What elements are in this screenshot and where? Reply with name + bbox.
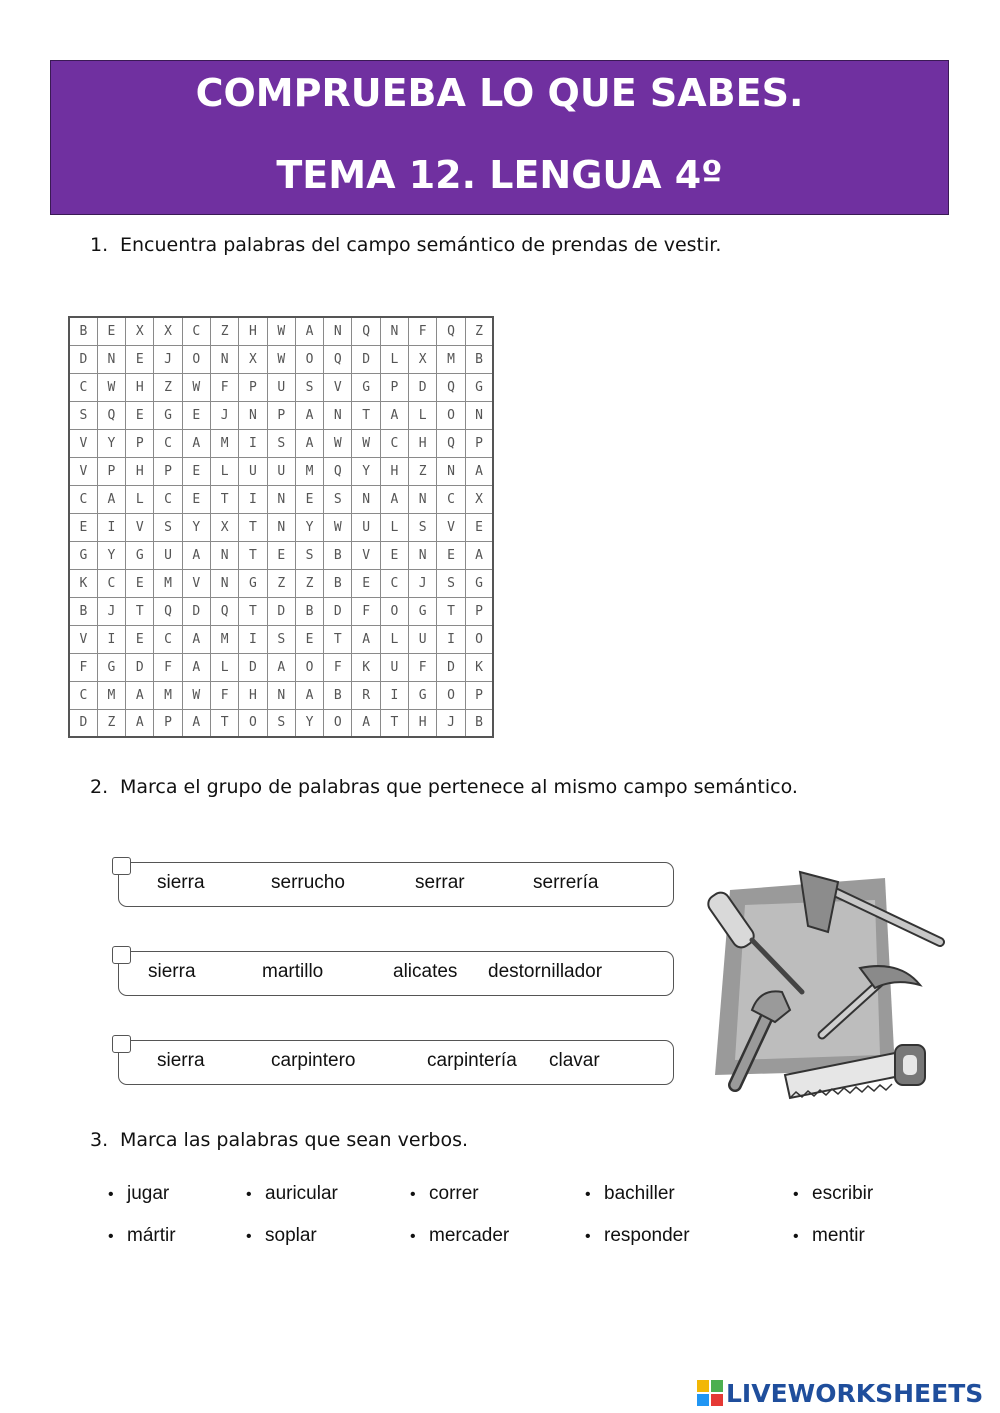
- word-search-cell[interactable]: O: [380, 597, 408, 625]
- word-search-row: [69, 345, 493, 373]
- word-search-cell[interactable]: Z: [210, 317, 238, 345]
- word-search-cell[interactable]: U: [267, 457, 295, 485]
- word-search-cell[interactable]: G: [154, 401, 182, 429]
- word-search-cell[interactable]: I: [97, 625, 125, 653]
- word-search-cell[interactable]: P: [154, 709, 182, 737]
- word-search-cell[interactable]: C: [154, 625, 182, 653]
- word-search-cell[interactable]: N: [210, 345, 238, 373]
- word-search-row: [69, 401, 493, 429]
- word-search-cell[interactable]: N: [210, 569, 238, 597]
- word-search-cell[interactable]: S: [295, 541, 323, 569]
- word-search-cell[interactable]: X: [465, 485, 493, 513]
- word-search-cell[interactable]: F: [154, 653, 182, 681]
- word-search-cell[interactable]: E: [267, 541, 295, 569]
- word-search-row: [69, 541, 493, 569]
- word-search-cell[interactable]: D: [239, 653, 267, 681]
- word-search-cell[interactable]: T: [126, 597, 154, 625]
- verb-choice[interactable]: • mercader: [410, 1225, 510, 1246]
- word-search-cell[interactable]: J: [409, 569, 437, 597]
- word-search-cell[interactable]: E: [182, 401, 210, 429]
- word-search-row: [69, 429, 493, 457]
- word-search-cell[interactable]: W: [182, 681, 210, 709]
- verb-word: mercader: [429, 1225, 510, 1246]
- group-word: martillo: [262, 961, 324, 982]
- word-search-cell[interactable]: V: [69, 457, 97, 485]
- word-search-cell[interactable]: D: [352, 345, 380, 373]
- word-search-cell[interactable]: X: [154, 317, 182, 345]
- word-search-cell[interactable]: M: [97, 681, 125, 709]
- word-search-cell[interactable]: V: [182, 569, 210, 597]
- word-search-cell[interactable]: A: [97, 485, 125, 513]
- word-search-cell[interactable]: B: [465, 709, 493, 737]
- word-search-cell[interactable]: Y: [352, 457, 380, 485]
- word-search-cell[interactable]: F: [210, 681, 238, 709]
- word-search-row: [69, 597, 493, 625]
- group-word: serrar: [415, 872, 465, 893]
- word-search-cell[interactable]: E: [295, 485, 323, 513]
- word-search-cell[interactable]: A: [295, 681, 323, 709]
- word-search-cell[interactable]: O: [437, 681, 465, 709]
- word-search-cell[interactable]: G: [352, 373, 380, 401]
- word-search-cell[interactable]: G: [126, 541, 154, 569]
- group-option-3[interactable]: [112, 1035, 676, 1085]
- word-search-cell[interactable]: Y: [295, 513, 323, 541]
- group-checkbox[interactable]: [112, 946, 131, 964]
- word-search-cell[interactable]: B: [465, 345, 493, 373]
- group-checkbox[interactable]: [112, 1035, 131, 1053]
- word-search-cell[interactable]: Y: [182, 513, 210, 541]
- word-search-cell[interactable]: D: [437, 653, 465, 681]
- question-text: Encuentra palabras del campo semántico de prendas de vestir.: [120, 234, 722, 256]
- word-search-cell[interactable]: G: [409, 681, 437, 709]
- word-search-cell[interactable]: G: [465, 569, 493, 597]
- verb-choice[interactable]: • responder: [585, 1225, 690, 1246]
- word-search-cell[interactable]: V: [324, 373, 352, 401]
- word-search-cell[interactable]: F: [69, 653, 97, 681]
- word-search-cell[interactable]: T: [380, 709, 408, 737]
- word-search-cell[interactable]: O: [295, 653, 323, 681]
- word-search-cell[interactable]: C: [380, 429, 408, 457]
- word-search-row: [69, 709, 493, 737]
- word-search-cell[interactable]: A: [380, 485, 408, 513]
- verb-choice[interactable]: • auricular: [246, 1183, 338, 1204]
- word-search-cell[interactable]: B: [69, 317, 97, 345]
- word-search-cell[interactable]: W: [182, 373, 210, 401]
- word-search-cell[interactable]: A: [182, 541, 210, 569]
- word-search-cell[interactable]: C: [154, 485, 182, 513]
- verb-choice[interactable]: • jugar: [108, 1183, 170, 1204]
- word-search-cell[interactable]: N: [210, 541, 238, 569]
- word-search-cell[interactable]: P: [126, 429, 154, 457]
- word-search-cell[interactable]: Z: [97, 709, 125, 737]
- question-text: Marca las palabras que sean verbos.: [120, 1129, 469, 1151]
- word-search-cell[interactable]: P: [267, 401, 295, 429]
- word-search-cell[interactable]: W: [97, 373, 125, 401]
- word-search-cell[interactable]: S: [267, 625, 295, 653]
- word-search-cell[interactable]: S: [69, 401, 97, 429]
- word-search-cell[interactable]: L: [126, 485, 154, 513]
- word-search-cell[interactable]: O: [437, 401, 465, 429]
- word-search-cell[interactable]: O: [295, 345, 323, 373]
- word-search-cell[interactable]: L: [380, 513, 408, 541]
- word-search-cell[interactable]: L: [210, 653, 238, 681]
- word-search-cell[interactable]: A: [380, 401, 408, 429]
- word-search-cell[interactable]: S: [154, 513, 182, 541]
- word-search-cell[interactable]: N: [465, 401, 493, 429]
- word-search-cell[interactable]: A: [352, 709, 380, 737]
- word-search-row: [69, 569, 493, 597]
- word-search-cell[interactable]: X: [126, 317, 154, 345]
- group-word: sierra: [148, 961, 196, 982]
- word-search-cell[interactable]: A: [126, 709, 154, 737]
- word-search-cell[interactable]: Q: [324, 345, 352, 373]
- word-search-cell[interactable]: Q: [324, 457, 352, 485]
- word-search-cell[interactable]: C: [380, 569, 408, 597]
- word-search-cell[interactable]: H: [409, 429, 437, 457]
- word-search-cell[interactable]: F: [409, 317, 437, 345]
- word-search-cell[interactable]: M: [154, 569, 182, 597]
- question-3: [90, 1129, 468, 1151]
- word-search-cell[interactable]: C: [154, 429, 182, 457]
- brand-text: LIVEWORKSHEETS: [726, 1378, 984, 1408]
- word-search-cell[interactable]: P: [154, 457, 182, 485]
- word-search-cell[interactable]: Y: [97, 429, 125, 457]
- word-search-cell[interactable]: O: [465, 625, 493, 653]
- word-search-cell[interactable]: N: [267, 485, 295, 513]
- verb-choice[interactable]: • soplar: [246, 1225, 317, 1246]
- word-search-cell[interactable]: N: [267, 513, 295, 541]
- word-search-cell[interactable]: M: [210, 429, 238, 457]
- word-search-cell[interactable]: C: [69, 485, 97, 513]
- word-search-cell[interactable]: W: [267, 317, 295, 345]
- word-search-cell[interactable]: X: [239, 345, 267, 373]
- group-word: destornillador: [488, 961, 603, 982]
- word-search-cell[interactable]: P: [97, 457, 125, 485]
- verb-choice[interactable]: • correr: [410, 1183, 479, 1204]
- group-word: sierra: [157, 872, 205, 893]
- word-search-cell[interactable]: Q: [437, 373, 465, 401]
- word-search-cell[interactable]: E: [380, 541, 408, 569]
- word-search-cell[interactable]: D: [69, 345, 97, 373]
- word-search-cell[interactable]: M: [154, 681, 182, 709]
- word-search-cell[interactable]: C: [437, 485, 465, 513]
- word-search-cell[interactable]: F: [352, 597, 380, 625]
- word-search-cell[interactable]: S: [409, 513, 437, 541]
- word-search-cell[interactable]: J: [97, 597, 125, 625]
- word-search-cell[interactable]: G: [409, 597, 437, 625]
- word-search-cell[interactable]: T: [437, 597, 465, 625]
- word-search-cell[interactable]: H: [126, 373, 154, 401]
- word-search-cell[interactable]: Y: [97, 541, 125, 569]
- word-search-cell[interactable]: N: [267, 681, 295, 709]
- word-search-row: [69, 317, 493, 345]
- question-2: [90, 776, 798, 798]
- word-search-cell[interactable]: B: [69, 597, 97, 625]
- word-search-cell[interactable]: E: [352, 569, 380, 597]
- word-search-cell[interactable]: K: [465, 653, 493, 681]
- question-1: [90, 234, 721, 256]
- word-search-cell[interactable]: S: [324, 485, 352, 513]
- word-search-cell[interactable]: C: [69, 373, 97, 401]
- word-search-cell[interactable]: H: [239, 681, 267, 709]
- word-search-cell[interactable]: A: [126, 681, 154, 709]
- header-title: COMPRUEBA LO QUE SABES.: [195, 71, 804, 115]
- word-search-cell[interactable]: B: [324, 569, 352, 597]
- verb-word: responder: [604, 1225, 690, 1246]
- group-option-2[interactable]: [112, 946, 676, 996]
- word-search-cell[interactable]: D: [69, 709, 97, 737]
- word-search-cell[interactable]: E: [126, 569, 154, 597]
- word-search-cell[interactable]: E: [97, 317, 125, 345]
- word-search-cell[interactable]: K: [69, 569, 97, 597]
- word-search-cell[interactable]: C: [97, 569, 125, 597]
- question-number: 2.: [90, 776, 109, 798]
- word-search-row: [69, 625, 493, 653]
- word-search-cell[interactable]: E: [437, 541, 465, 569]
- word-search-cell[interactable]: N: [409, 485, 437, 513]
- word-search-cell[interactable]: L: [380, 625, 408, 653]
- word-search-cell[interactable]: V: [126, 513, 154, 541]
- word-search-cell[interactable]: L: [210, 457, 238, 485]
- word-search-cell[interactable]: C: [182, 317, 210, 345]
- word-search-cell[interactable]: E: [126, 401, 154, 429]
- question-number: 3.: [90, 1129, 109, 1151]
- group-checkbox[interactable]: [112, 857, 131, 875]
- word-search-cell[interactable]: L: [409, 401, 437, 429]
- word-search-cell[interactable]: E: [182, 457, 210, 485]
- word-search-cell[interactable]: D: [324, 597, 352, 625]
- word-search-cell[interactable]: G: [69, 541, 97, 569]
- word-search-cell[interactable]: H: [380, 457, 408, 485]
- verb-word: correr: [429, 1183, 479, 1204]
- word-search-cell[interactable]: P: [465, 681, 493, 709]
- word-search-cell[interactable]: E: [69, 513, 97, 541]
- word-search-cell[interactable]: Z: [154, 373, 182, 401]
- word-search-cell[interactable]: E: [295, 625, 323, 653]
- verb-word: escribir: [812, 1183, 874, 1204]
- group-word: carpintería: [427, 1050, 517, 1071]
- word-search-cell[interactable]: P: [380, 373, 408, 401]
- word-search-cell[interactable]: X: [409, 345, 437, 373]
- liveworksheets-logo-icon: [697, 1380, 723, 1406]
- word-search-cell[interactable]: S: [267, 709, 295, 737]
- word-search-row: [69, 513, 493, 541]
- word-search-row: [69, 373, 493, 401]
- word-search-cell[interactable]: H: [239, 317, 267, 345]
- word-search-cell[interactable]: O: [182, 345, 210, 373]
- word-search-cell[interactable]: M: [295, 457, 323, 485]
- group-word: serrucho: [271, 872, 345, 893]
- word-search-cell[interactable]: I: [239, 485, 267, 513]
- word-search-row: [69, 653, 493, 681]
- group-word: carpintero: [271, 1050, 356, 1071]
- word-search-cell[interactable]: Z: [465, 317, 493, 345]
- word-search-cell[interactable]: N: [437, 457, 465, 485]
- word-search-cell[interactable]: H: [409, 709, 437, 737]
- word-search-cell[interactable]: M: [210, 625, 238, 653]
- word-search-cell[interactable]: T: [210, 485, 238, 513]
- word-search-cell[interactable]: C: [69, 681, 97, 709]
- word-search-cell[interactable]: V: [69, 429, 97, 457]
- word-search-cell[interactable]: U: [267, 373, 295, 401]
- verb-choice[interactable]: • bachiller: [585, 1183, 675, 1204]
- word-search-cell[interactable]: Q: [97, 401, 125, 429]
- word-search-cell[interactable]: A: [267, 653, 295, 681]
- word-search-cell[interactable]: A: [295, 429, 323, 457]
- word-search-cell[interactable]: J: [210, 401, 238, 429]
- word-search-cell[interactable]: E: [126, 625, 154, 653]
- verb-word: bachiller: [604, 1183, 675, 1204]
- word-search-cell[interactable]: W: [267, 345, 295, 373]
- word-search-cell[interactable]: U: [352, 513, 380, 541]
- group-option-1[interactable]: [112, 857, 676, 907]
- word-search-cell[interactable]: Q: [154, 597, 182, 625]
- word-search-cell[interactable]: V: [437, 513, 465, 541]
- word-search-cell[interactable]: I: [380, 681, 408, 709]
- word-search-cell[interactable]: U: [409, 625, 437, 653]
- word-search-cell[interactable]: T: [210, 709, 238, 737]
- word-search-cell[interactable]: H: [126, 457, 154, 485]
- word-search-cell[interactable]: U: [239, 457, 267, 485]
- word-search-cell[interactable]: T: [352, 401, 380, 429]
- word-search-cell[interactable]: A: [295, 401, 323, 429]
- word-search-cell[interactable]: E: [182, 485, 210, 513]
- word-search-cell[interactable]: J: [154, 345, 182, 373]
- word-search-cell[interactable]: Q: [437, 317, 465, 345]
- tools-illustration: [690, 860, 950, 1110]
- word-search-cell[interactable]: U: [380, 653, 408, 681]
- word-search-cell[interactable]: V: [352, 541, 380, 569]
- verb-word: mártir: [127, 1225, 176, 1246]
- word-search-cell[interactable]: F: [210, 373, 238, 401]
- word-search-cell[interactable]: D: [182, 597, 210, 625]
- word-search-cell[interactable]: A: [182, 709, 210, 737]
- word-search-cell[interactable]: D: [409, 373, 437, 401]
- word-search-cell[interactable]: S: [295, 373, 323, 401]
- word-search-cell[interactable]: S: [267, 429, 295, 457]
- question-text: Marca el grupo de palabras que pertenece al mismo campo semántico.: [120, 776, 798, 798]
- word-search-cell[interactable]: D: [126, 653, 154, 681]
- verb-word: mentir: [812, 1225, 865, 1246]
- word-search-cell[interactable]: J: [437, 709, 465, 737]
- word-search-cell[interactable]: W: [352, 429, 380, 457]
- group-word: alicates: [393, 961, 458, 982]
- word-search-row: [69, 457, 493, 485]
- word-search-cell[interactable]: W: [324, 513, 352, 541]
- header-subtitle: TEMA 12. LENGUA 4º: [276, 153, 723, 197]
- word-search-cell[interactable]: A: [352, 625, 380, 653]
- word-search-cell[interactable]: A: [465, 457, 493, 485]
- word-search-cell[interactable]: Z: [267, 569, 295, 597]
- word-search-cell[interactable]: G: [465, 373, 493, 401]
- word-search-cell[interactable]: E: [126, 345, 154, 373]
- word-search-cell[interactable]: F: [324, 653, 352, 681]
- word-search-cell[interactable]: Y: [295, 709, 323, 737]
- liveworksheets-brand: [697, 1377, 983, 1409]
- verb-choice[interactable]: • mártir: [108, 1225, 176, 1246]
- word-search-cell[interactable]: I: [239, 429, 267, 457]
- word-search-cell[interactable]: Z: [295, 569, 323, 597]
- question-number: 1.: [90, 234, 109, 256]
- word-search-cell[interactable]: O: [324, 709, 352, 737]
- verb-choice[interactable]: • mentir: [793, 1225, 865, 1246]
- word-search-cell[interactable]: M: [437, 345, 465, 373]
- word-search-cell[interactable]: B: [324, 681, 352, 709]
- word-search-cell[interactable]: P: [239, 373, 267, 401]
- word-search-cell[interactable]: N: [239, 401, 267, 429]
- word-search-cell[interactable]: N: [380, 317, 408, 345]
- word-search-cell[interactable]: A: [182, 429, 210, 457]
- word-search-cell[interactable]: I: [97, 513, 125, 541]
- word-search-cell[interactable]: O: [239, 709, 267, 737]
- word-search-cell[interactable]: A: [465, 541, 493, 569]
- word-search-cell[interactable]: A: [295, 317, 323, 345]
- word-search-cell[interactable]: G: [97, 653, 125, 681]
- word-search-cell[interactable]: T: [239, 513, 267, 541]
- word-search-cell[interactable]: G: [239, 569, 267, 597]
- word-search-cell[interactable]: N: [409, 541, 437, 569]
- word-search-cell[interactable]: E: [465, 513, 493, 541]
- word-search-cell[interactable]: F: [409, 653, 437, 681]
- word-search-cell[interactable]: R: [352, 681, 380, 709]
- word-search-cell[interactable]: N: [324, 401, 352, 429]
- verb-word: auricular: [265, 1183, 338, 1204]
- word-search-cell[interactable]: I: [437, 625, 465, 653]
- word-search-cell[interactable]: T: [239, 597, 267, 625]
- group-word: sierra: [157, 1050, 205, 1071]
- word-search-cell[interactable]: L: [380, 345, 408, 373]
- verb-word: soplar: [265, 1225, 317, 1246]
- word-search-cell[interactable]: A: [182, 625, 210, 653]
- word-search-cell[interactable]: D: [267, 597, 295, 625]
- group-word: clavar: [549, 1050, 600, 1071]
- word-search-cell[interactable]: T: [239, 541, 267, 569]
- word-search-cell[interactable]: Z: [409, 457, 437, 485]
- word-search-cell[interactable]: U: [154, 541, 182, 569]
- word-search-cell[interactable]: P: [465, 429, 493, 457]
- word-search-cell[interactable]: K: [352, 653, 380, 681]
- word-search-cell[interactable]: Q: [210, 597, 238, 625]
- word-search-cell[interactable]: N: [324, 317, 352, 345]
- word-search-cell[interactable]: Q: [437, 429, 465, 457]
- word-search-cell[interactable]: I: [239, 625, 267, 653]
- word-search-cell[interactable]: X: [210, 513, 238, 541]
- word-search-row: [69, 485, 493, 513]
- word-search-cell[interactable]: A: [182, 653, 210, 681]
- verb-choice[interactable]: • escribir: [793, 1183, 874, 1204]
- verb-word: jugar: [127, 1183, 170, 1204]
- word-search-cell[interactable]: N: [352, 485, 380, 513]
- word-search-cell[interactable]: W: [324, 429, 352, 457]
- word-search-cell[interactable]: V: [69, 625, 97, 653]
- word-search-cell[interactable]: B: [324, 541, 352, 569]
- group-word: serrería: [533, 872, 599, 893]
- word-search-cell[interactable]: T: [324, 625, 352, 653]
- word-search-cell[interactable]: S: [437, 569, 465, 597]
- word-search-cell[interactable]: Q: [352, 317, 380, 345]
- word-search-cell[interactable]: P: [465, 597, 493, 625]
- word-search-cell[interactable]: N: [97, 345, 125, 373]
- word-search-grid[interactable]: [68, 316, 494, 738]
- word-search-row: [69, 681, 493, 709]
- word-search-cell[interactable]: B: [295, 597, 323, 625]
- page-header: [50, 60, 949, 215]
